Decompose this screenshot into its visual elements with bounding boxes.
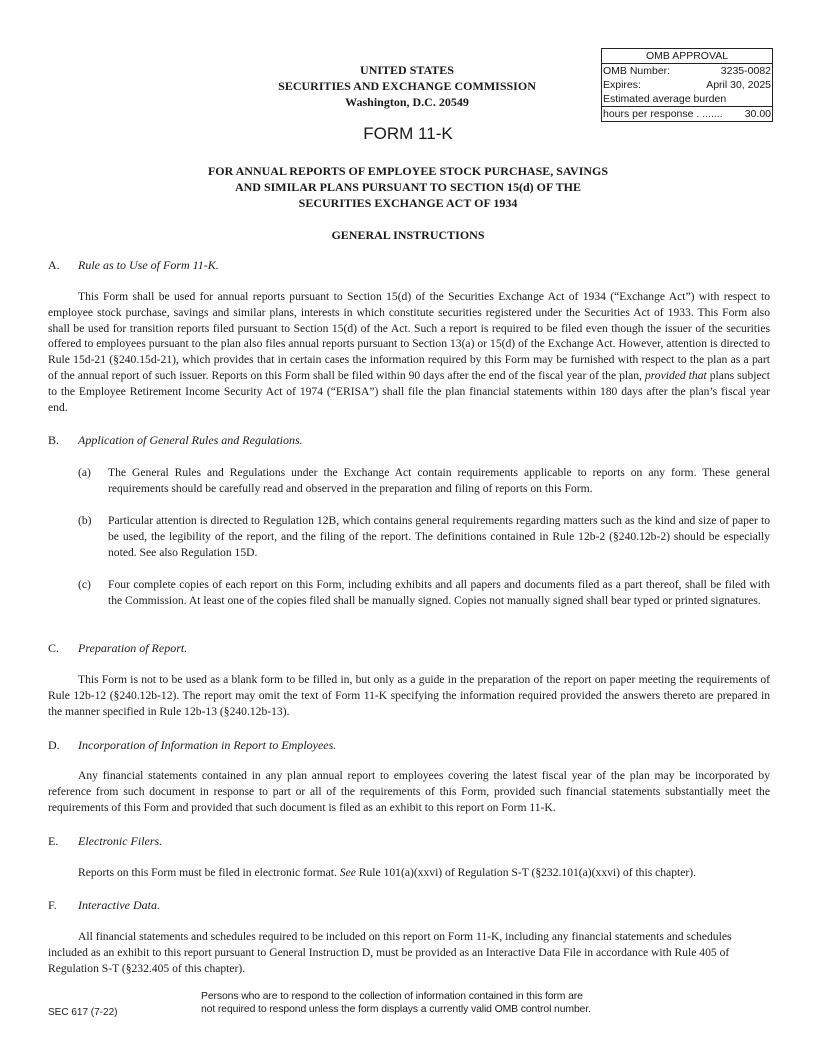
item-label: (a) xyxy=(78,466,91,479)
item-text: The General Rules and Regulations under the Exchange Act contain requirements applicable to reports on any form. These general requirements should be carefully read and observed in the preparation and filing of reports on this Form. xyxy=(108,466,770,495)
section-b-heading xyxy=(48,433,303,448)
omb-burden-row xyxy=(602,106,772,121)
subtitle-line3: SECURITIES EXCHANGE ACT OF 1934 xyxy=(298,196,518,210)
omb-header: OMB APPROVAL xyxy=(602,49,772,64)
subtitle-line1: FOR ANNUAL REPORTS OF EMPLOYEE STOCK PURCHASE, SAVINGS xyxy=(207,164,609,178)
section-d-title: Incorporation of Information in Report to Employees. xyxy=(78,738,337,752)
omb-burden-line1: Estimated average burden xyxy=(603,93,727,105)
section-c-title: Preparation of Report. xyxy=(78,641,188,655)
omb-notice-line1: Persons who are to respond to the collection of information contained in this form are xyxy=(201,991,583,1002)
section-e-body-em: See xyxy=(339,866,356,879)
omb-number-row xyxy=(602,64,772,78)
section-f-body: All financial statements and schedules required to be included on this report on Form 11-K, including any financial statements and schedules included as an exhibit to this report pursuant to General Instruction D, must be provided as an Interactive Data File in accordance with Rule 405 of Regulation S-T (§232.405 of this chapter). xyxy=(48,930,732,975)
omb-notice xyxy=(201,991,631,1016)
agency-line1: UNITED STATES xyxy=(360,63,454,77)
section-b-title: Application of General Rules and Regulations. xyxy=(78,433,303,447)
omb-expires-value: April 30, 2025 xyxy=(706,79,771,91)
agency-header xyxy=(260,62,554,110)
section-f-title: Interactive Data. xyxy=(78,898,160,912)
item-text: Particular attention is directed to Regulation 12B, which contains general requirements regarding matters such as the kind and size of paper to be used, the legibility of the report, and the filing of the report. The definitions contained in Rule 12b-2 (§240.12b-2) should be especially noted. See also Regulation 15D. xyxy=(108,514,770,559)
section-a-body-em: provided that xyxy=(644,368,707,382)
section-f-letter: F. xyxy=(48,898,57,912)
subtitle-line2: AND SIMILAR PLANS PURSUANT TO SECTION 15(d) OF THE xyxy=(234,180,582,194)
section-e-heading xyxy=(48,834,162,849)
omb-expires-row xyxy=(602,78,772,92)
section-d-heading xyxy=(48,738,336,753)
omb-number-label: OMB Number: xyxy=(603,65,671,77)
section-a-body-pre: This Form shall be used for annual reports pursuant to Section 15(d) of the Securities Exchange Act of 1934 (“Exchange Act”) with respect to employee stock purchase, savings and similar plans, interests in which constitute securities registered under the Securities Act of 1933. This Form also shall be used for transition reports filed pursuant to Section 15(d) of the Act. Such a report is required to be filed even though the issuer of the securities offered to employees pursuant to the plan also files annual reports pursuant to Section 13(a) or 15(d) of the Exchange Act. However, attention is directed to Rule 15d-21 (§240.15d-21), which provides that in certain cases the information required by this Form may be furnished with respect to the plan as a part of the annual report of such issuer. Reports on this Form shall be filed within 90 days after the end of the fiscal year of the plan, xyxy=(48,290,770,382)
section-d-body: Any financial statements contained in any plan annual report to employees covering the latest fiscal year of the plan may be incorporated by reference from such document in response to part or all of the requirements of this Form, provided such financial statements substantially meet the requirements of this Form and provided that such document is filed as an exhibit to this report on Form 11-K. xyxy=(48,769,770,814)
omb-approval-box xyxy=(601,48,773,122)
omb-burden-value: 30.00 xyxy=(744,108,771,120)
omb-number-value: 3235-0082 xyxy=(720,65,771,77)
section-c-letter: C. xyxy=(48,641,60,655)
section-e-body-post: Rule 101(a)(xxvi) of Regulation S-T (§232.101(a)(xxvi) of this chapter). xyxy=(355,866,696,879)
item-text: Four complete copies of each report on this Form, including exhibits and all papers and documents filed as a part thereof, shall be filed with the Commission. At least one of the copies filed shall be manually signed. Copies not manually signed shall bear typed or printed signatures. xyxy=(108,578,770,607)
agency-line3: Washington, D.C. 20549 xyxy=(345,95,469,109)
section-f-heading xyxy=(48,898,160,913)
omb-expires-label: Expires: xyxy=(603,79,641,91)
section-a-body-post: plans subject to the Employee Retirement Income Security Act of 1974 (“ERISA”) shall file the plan financial statements within 180 days after the plan’s fiscal year end. xyxy=(48,368,771,414)
omb-notice-line2: not required to respond unless the form displays a currently valid OMB control number. xyxy=(201,1003,591,1015)
section-d-letter: D. xyxy=(48,738,60,752)
item-label: (b) xyxy=(78,514,92,527)
section-e-title: Electronic Filers. xyxy=(78,834,163,848)
form-title: FORM 11-K xyxy=(363,124,453,143)
section-b-item-a xyxy=(78,465,770,497)
general-instructions-heading: GENERAL INSTRUCTIONS xyxy=(331,228,485,242)
section-e-letter: E. xyxy=(48,834,59,848)
section-a-heading xyxy=(48,258,219,273)
agency-line2: SECURITIES AND EXCHANGE COMMISSION xyxy=(278,79,536,93)
section-c-body: This Form is not to be used as a blank form to be filled in, but only as a guide in the preparation of the report on paper meeting the requirements of Rule 12b-12 (§240.12b-12). The report may omit the text of Form 11-K specifying the information required provided the answers thereto are prepared in the manner specified in Rule 12b-13 (§240.12b-13). xyxy=(48,673,770,718)
section-b-item-b xyxy=(78,513,770,560)
omb-burden-label: hours per response . ....... xyxy=(603,108,723,120)
section-e-body-pre: Reports on this Form must be filed in electronic format. xyxy=(78,866,340,879)
form-code: SEC 617 (7-22) xyxy=(48,1007,118,1018)
section-a-letter: A. xyxy=(48,258,60,272)
section-a-title: Rule as to Use of Form 11-K. xyxy=(78,258,219,272)
section-c-heading xyxy=(48,641,187,656)
section-b-letter: B. xyxy=(48,433,60,447)
form-subtitle xyxy=(160,163,656,211)
section-b-item-c xyxy=(78,577,770,609)
section-a-body xyxy=(48,289,770,415)
section-e-body xyxy=(48,865,770,881)
item-label: (c) xyxy=(78,578,91,591)
